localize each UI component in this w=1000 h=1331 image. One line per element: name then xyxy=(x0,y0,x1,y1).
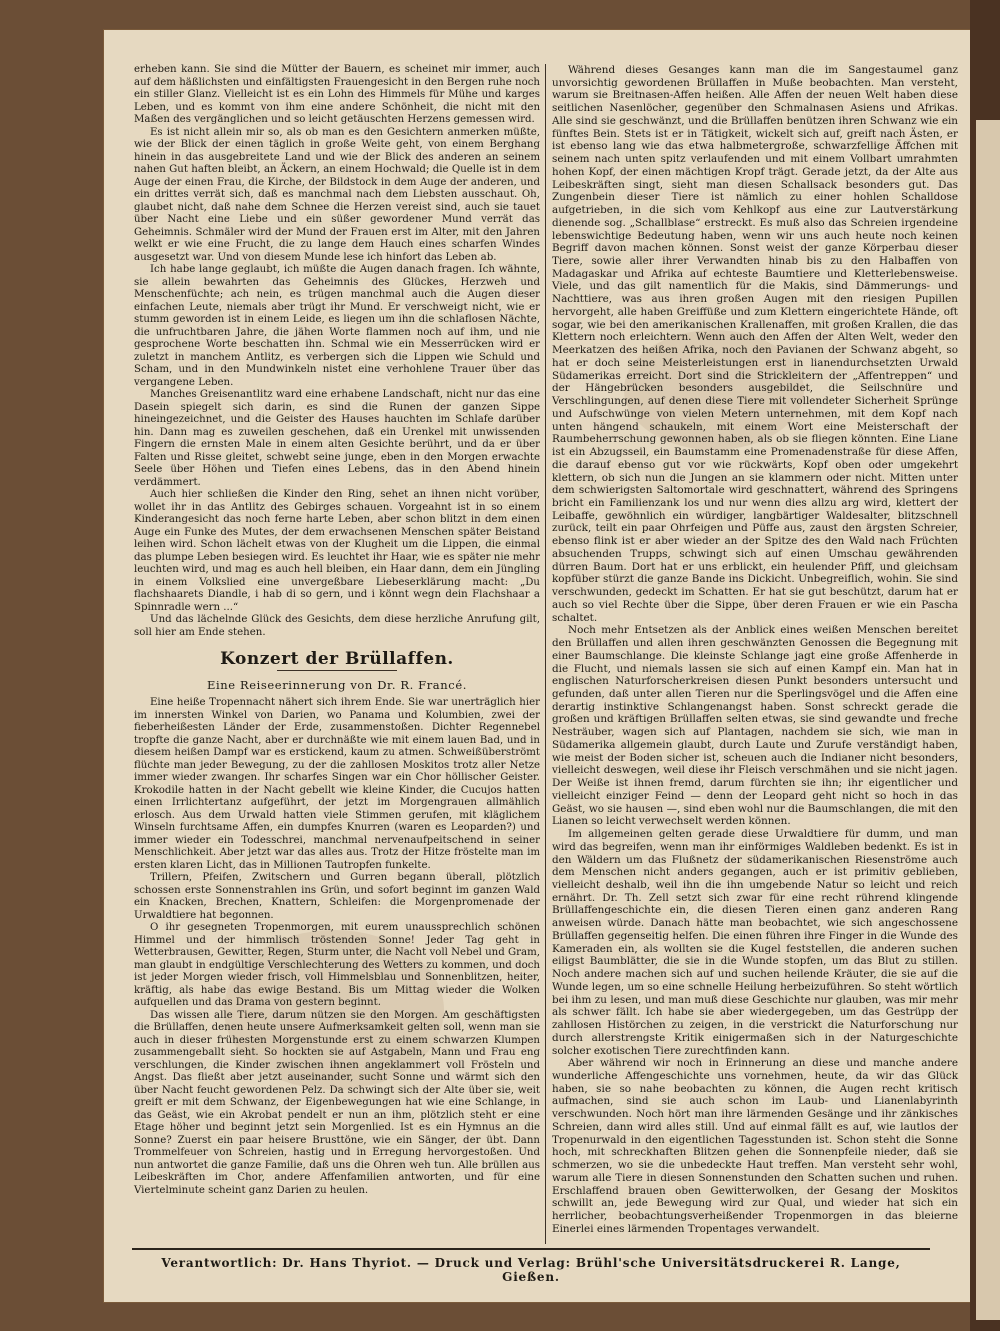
footer-rule xyxy=(132,1248,930,1250)
paragraph: Während dieses Gesanges kann man die im Sangestaumel ganz unvorsichtig gewordenen Brüllaffen in Muße beobachten. Man versteht, warum sie Breitnasen-Affen heißen. Alle Affen der neuen Welt haben diese seitlichen Nasenlöcher, gegenüber den Schmalnasen Asiens und Afrikas. Alle sind sie geschwänzt, und die Brüllaffen benützen ihren Schwanz wie ein fünftes Bein. Stets ist er in Tätigkeit, wickelt sich auf, greift nach Ästen, er ist ebenso lang wie das etwa halbmetergroße, schwarzfellige Äffchen mit seinem nach unten spitz verlaufenden und mit einem Vollbart umrahmten hohen Kopf, der einen mächtigen Kropf trägt. Gerade jetzt, da der Alte aus Leibeskräften singt, sieht man diesen Schallsack besonders gut. Das Zungenbein dieser Tiere ist nämlich zu einer hohlen Schalldose aufgetrieben, in die sich vom Kehlkopf aus eine zur Lautverstärkung dienende sog. „Schallblase“ erstreckt. Es muß also das Schreien irgendeine lebenswichtige Bedeutung haben, wenn wir uns auch heute noch keinen Begriff davon machen können. Sonst weist der ganze Körperbau dieser Tiere, sowie aller ihrer Verwandten hinab bis zu den Halbaffen von Madagaskar und Afrika auf echteste Baumtiere und Kletterlebensweise. Viele, und das gilt namentlich für die Makis, sind Dämmerungs- und Nachttiere, was aus ihren großen Augen mit den riesigen Pupillen hervorgeht, alle haben Greiffüße und zum Klettern eingerichtete Hände, oft sogar, wie bei den amerikanischen Krallenaffen, mit großen Krallen, die das Klettern noch erleichtern. Wenn auch den Affen der Alten Welt, weder den Meerkatzen des heißen Afrika, noch den Pavianen der Schwanz abgeht, so hat er doch seine Meisterleistungen erst in lianendurchsetzten Urwald Südamerikas erreicht. Dort sind die Strickleitern der „Affentreppen“ und der Hängebrücken besonders ausgebildet, die Seilschnüre und Verschlingungen, auf denen diese Tiere mit vollendeter Sicherheit Sprünge und Aufschwünge von vielen Metern unternehmen, mit dem Kopf nach unten hängend schaukeln, mit einem Wort eine Meisterschaft der Raumbeherrschung gewonnen haben, als ob sie fliegen könnten. Eine Liane ist ein Abzugsseil, ein Baumstamm eine Promenadenstraße für diese Affen, die darauf ebenso gut vor wie rückwärts, Kopf oben oder umgekehrt klettern, ob sich nun die Jungen an sie klammern oder nicht. Mitten unter dem schwierigsten Saltomortale wird geschnattert, während des Springens bricht ein Familienzank los und nur wenn dies allzu arg wird, klettert der Leibaffe, gewöhnlich ein würdiger, langbärtiger Waldesalter, blitzschnell zurück, teilt ein paar Ohrfeigen und Püffe aus, zaust den ärgsten Schreier, ebenso flink ist er aber wieder an der Spitze des den Wald nach Früchten absuchenden Trupps, schwingt sich auf einen Umschau gewährenden dürren Baum. Dort hat er uns erblickt, ein heulender Pfiff, und gleichsam kopfüber stürzt die ganze Bande ins Dickicht. Unbegreiflich, wohin. Sie sind verschwunden, gedeckt im Schatten. Er hat sie gut beschützt, darum hat er auch so viel Rechte über die Sippe, über deren Frauen er wie ein Pascha schaltet. xyxy=(552,64,958,624)
paragraph: Noch mehr Entsetzen als der Anblick eines weißen Menschen bereitet den Brüllaffen und allen ihren geschwänzten Genossen die Begegnung mit einer Baumschlange. Die kleinste Schlange jagt eine große Affenherde in die Flucht, und niemals lassen sie sich auf einen Kampf ein. Man hat in englischen Naturforscherkreisen diesen Punkt besonders untersucht und gefunden, daß unter allen Tieren nur die Sperlingsvögel und die Affen eine derartig instinktive Schlangenangst haben. Sonst schreckt gerade die großen und kräftigen Brüllaffen selten etwas, sie sind gewandte und freche Nesträuber, wagen sich auf Plantagen, nachdem sie sich, wie man in Südamerika allgemein glaubt, durch Laute und Zurufe verständigt haben, wie meist der Boden sicher ist, scheuen auch die Indianer nicht besonders, vielleicht deswegen, weil diese ihr Fleisch verschmähen und sie nicht jagen. Der Weiße ist ihnen fremd, darum fürchten sie ihn; ihr eigentlicher und vielleicht einziger Feind — denn der Leopard geht nicht so hoch in das Geäst, wo sie hausen —, sind eben wohl nur die Baumschlangen, die mit den Lianen so leicht verwechselt werden können. xyxy=(552,624,958,828)
left-column xyxy=(134,64,540,1197)
article-byline: Eine Reiseerinnerung von Dr. R. Francé. xyxy=(207,677,467,692)
paragraph: Im allgemeinen gelten gerade diese Urwaldtiere für dumm, und man wird das begreifen, wenn man ihr einförmiges Waldleben bedenkt. Es ist in den Wäldern um das Flußnetz der südamerikanischen Riesenströme auch dem Menschen nicht anders gegangen, auch er ist primitiv geblieben, vielleicht deshalb, weil ihn die ihn umgebende Natur so leicht und reich ernährt. Dr. Th. Zell setzt sich zwar für eine recht rührend klingende Brüllaffengeschichte ein, die diesen Tieren einen ganz anderen Rang anweisen würde. Danach hätte man beobachtet, wie sich angeschossene Brüllaffen gegenseitig helfen. Die einen führen ihre Finger in die Wunde des Kameraden ein, als wollten sie die Kugel feststellen, die anderen suchen eiligst Baumblätter, die sie in die Wunde stopfen, um das Blut zu stillen. Noch andere machen sich auf und suchen heilende Kräuter, die sie auf die Wunde legen, um so eine schnelle Heilung herbeizuführen. So steht wörtlich bei ihm zu lesen, und man muß diese Geschichte nur glauben, was mir mehr als schwer fällt. Ich habe sie aber wiedergegeben, um das Gestrüpp der zahllosen Histörchen zu zeigen, in die verstrickt die Naturforschung nur durch allerstrengste Kritik einigermaßen sich in der Naturgeschichte solcher exotischen Tiere zurechtfinden kann. xyxy=(552,828,958,1057)
paragraph: Aber während wir noch in Erinnerung an diese und manche andere wunderliche Affengeschichte uns vornehmen, heute, da wir das Glück haben, sie so nahe beobachten zu können, die Augen recht kritisch aufmachen, sind sie auch schon im Laub- und Lianenlabyrinth verschwunden. Noch hört man ihre lärmenden Gesänge und ihr zänkisches Schreien, dann wird alles still. Und auf einmal fällt es auf, wie lautlos der Tropenurwald in den eigentlichen Tagesstunden ist. Schon steht die Sonne hoch, mit schreckhaften Blitzen gehen die Sonnenpfeile nieder, daß sie schmerzen, wo sie die unbedeckte Haut treffen. Man versteht sehr wohl, warum alle Tiere in diesen Sonnenstunden den Schatten suchen und ruhen. Erschlaffend brauen oben Gewitterwolken, der Gesang der Moskitos schwillt an, jede Bewegung wird zur Qual, und wieder hat sich ein herrlicher, beobachtungsverheißender Tropenmorgen in das bleierne Einerlei eines lärmenden Tropentages verwandelt. xyxy=(552,1057,958,1235)
paragraph: erheben kann. Sie sind die Mütter der Bauern, es scheinet mir immer, auch auf dem häßlichsten und einfältigsten Frauengesicht in den Bergen ruhe noch ein stiller Glanz. Vielleicht ist es ein Lohn des Himmels für Mühe und karges Leben, und es kommt von ihm eine andere Schönheit, die nicht mit den Maßen des vergänglichen und so leicht getäuschten Herzens gemessen wird. xyxy=(134,64,540,125)
imprint-footer: Verantwortlich: Dr. Hans Thyriot. — Druck und Verlag: Brühl'sche Universitätsdruckerei R. Lange, Gießen. xyxy=(161,1256,901,1284)
paragraph: Ich habe lange geglaubt, ich müßte die Augen danach fragen. Ich wähnte, sie allein bewahrten das Geheimnis des Glückes, Herzweh und Menschenfüchte; ach nein, es trügen manchmal auch die Augen dieser einfachen Leute, niemals aber trügt ihr Mund. Er verschweigt nicht, wie er stumm geworden ist in einem Leide, es liegen um ihn die schlaflosen Nächte, die unfruchtbaren Jahre, die jähen Worte flammen noch auf ihm, und nie gesprochene Worte beschatten ihn. Schmal wie ein Messerrücken wird er zuletzt in manchem Antlitz, es verbergen sich die Lippen wie Schuld und Scham, und in den Mundwinkeln nistet eine verhohlene Trauer über das vergangene Leben. xyxy=(134,264,540,388)
newspaper-page xyxy=(104,30,970,1302)
right-column xyxy=(552,64,958,1236)
paragraph: O ihr gesegneten Tropenmorgen, mit eurem unaussprechlich schönen Himmel und der himmlisch tröstenden Sonne! Jeder Tag geht in Wetterbrausen, Gewitter, Regen, Sturm unter, die Nacht voll Nebel und Gram, man glaubt in endgültige Verschlechterung des Wetters zu kommen, und doch ist jeder Morgen wieder frisch, voll Himmelsblau und Sonnenblitzen, heiter, kräftig, als habe das ewige Bestand. Bis um Mittag wieder die Wolken aufquellen und das Drama von gestern beginnt. xyxy=(134,922,540,1008)
paragraph: Trillern, Pfeifen, Zwitschern und Gurren begann überall, plötzlich schossen erste Sonnenstrahlen ins Grün, und sofort beginnt im ganzen Wald ein Knacken, Brechen, Knattern, Schleifen: die Morgenpromenade der Urwaldtiere hat begonnen. xyxy=(134,872,540,921)
paragraph: Auch hier schließen die Kinder den Ring, sehet an ihnen nicht vorüber, wollet ihr in das Antlitz des Gebirges schauen. Vorgeahnt ist in so einem Kinderangesicht das noch ferne harte Leben, aber schon blitzt in dem einen Auge ein Funke des Mutes, der dem erwachsenen Menschen später Beistand leihen wird. Schon lächelt etwas von der Klugheit um die Lippen, die einmal das plumpe Leben besiegen wird. Es leuchtet ihr Haar, wie es später nie mehr leuchten wird, und mag es auch hell bleiben, ein Haar dann, dem ein Jüngling in einem Volkslied eine unvergeßbare Liebeserklärung macht: „Du flachshaarets Diandle, i hab di so gern, und i könnt wegn dein Flachshaar a Spinnradle wern ...“ xyxy=(134,489,540,613)
paragraph: Und das lächelnde Glück des Gesichts, dem diese herzliche Anrufung gilt, soll hier am Ende stehen. xyxy=(134,614,540,638)
paragraph: Manches Greisenantlitz ward eine erhabene Landschaft, nicht nur das eine Dasein spiegelt sich darin, es sind die Runen der ganzen Sippe hineingezeichnet, und die Geister des Hauses hauchten im Schlafe darüber hin. Dann mag es zuweilen geschehen, daß ein Urenkel mit unwissenden Fingern die ernsten Male in einem alten Gesichte berührt, und da er über Falten und Risse gleitet, schwebt seine junge, eben in den Morgen erwachte Seele über Höhen und Tiefen eines Lebens, das in den Abend hinein verdämmert. xyxy=(134,389,540,488)
paragraph: Eine heiße Tropennacht nähert sich ihrem Ende. Sie war unerträglich hier im innersten Winkel von Darien, wo Panama und Kolumbien, zwei der fieberheißesten Länder der Erde, zusammenstoßen. Dichter Regennebel tropfte die ganze Nacht, aber er durchnäßte wie mit einem lauen Bad, und in diesem heißen Dampf war es erstickend, kaum zu atmen. Schweißüberströmt flüchte man jeder Bewegung, zu der die zahllosen Moskitos trotz aller Netze immer wieder zwangen. Ihr scharfes Singen war ein Chor höllischer Geister. Krokodile hatten in der Nacht gebellt wie kleine Kinder, die Cucujos hatten einen Irrlichtertanz aufgeführt, der jetzt im Morgengrauen allmählich erlosch. Aus dem Urwald hatten viele Stimmen gerufen, mit kläglichem Winseln furchtsame Affen, ein dumpfes Knurren (waren es Leoparden?) und immer wieder ein Todesschrei, manchmal nervenaufpeitschend in seiner Menschlichkeit. Aber jetzt war das alles aus. Trotz der Hitze fröstelte man im ersten klaren Licht, das in Millionen Tautropfen funkelte. xyxy=(134,697,540,871)
paragraph: Es ist nicht allein mir so, als ob man es den Gesichtern anmerken müßte, wie der Blick der einen täglich in große Weite geht, von einem Berghang hinein in das ausgebreitete Land und wie der Blick des anderen an seinem nahen Gut haften bleibt, an Äckern, an einem Hochwald; die Quelle ist in dem Auge der einen Frau, die Kirche, der Bildstock in dem Auge der anderen, und ein drittes verrät sich, daß es manchmal nach dem Liebsten ausschaut. Oh, glaubet nicht, daß nahe dem Schnee die Herzen vereist sind, auch sie tauet über Nacht eine Liebe und ein süßer gewordener Mund verrät das Geheimnis. Schmäler wird der Mund der Frauen erst im Alter, mit den Jahren welkt er wie eine Frucht, die zu lange dem Hauch eines scharfen Windes ausgesetzt war. Und von diesem Munde lese ich hinfort das Leben ab. xyxy=(134,126,540,263)
article-title: Konzert der Brüllaffen. xyxy=(220,649,454,669)
title-rule xyxy=(277,670,397,671)
column-divider xyxy=(545,64,546,1244)
paragraph: Das wissen alle Tiere, darum nützen sie den Morgen. Am geschäftigsten die Brüllaffen, denen heute unsere Aufmerksamkeit gelten soll, wenn man sie auch in dieser frühesten Morgenstunde erst zu einem schwarzen Klumpen zusammengeballt sieht. So hockten sie auf Astgabeln, Mann und Frau eng verschlungen, die Kinder zwischen ihnen angeklammert voll Frösteln und Angst. Das fließt aber jetzt auseinander, sucht Sonne und wärmt sich den über Nacht feucht gewordenen Pelz. Da schwingt sich der Alte über sie, weit greift er mit dem Schwanz, der Eigenbewegungen hat wie eine Schlange, in das Geäst, wie ein Akrobat pendelt er nun an ihm, plötzlich steht er eine Etage höher und beginnt jetzt sein Morgenlied. Ist es ein Hymnus an die Sonne? Zuerst ein paar heisere Brusttöne, wie ein Sänger, der übt. Dann Trommelfeuer von Schreien, hastig und in Erregung hervorgestoßen. Und nun antwortet die ganze Familie, daß uns die Ohren weh tun. Alle brüllen aus Leibeskräften im Chor, andere Affenfamilien antworten, und für eine Viertelminute scheint ganz Darien zu heulen. xyxy=(134,1009,540,1196)
adjacent-page-edge xyxy=(970,0,1000,1331)
adjacent-page-strip xyxy=(976,120,1000,1320)
